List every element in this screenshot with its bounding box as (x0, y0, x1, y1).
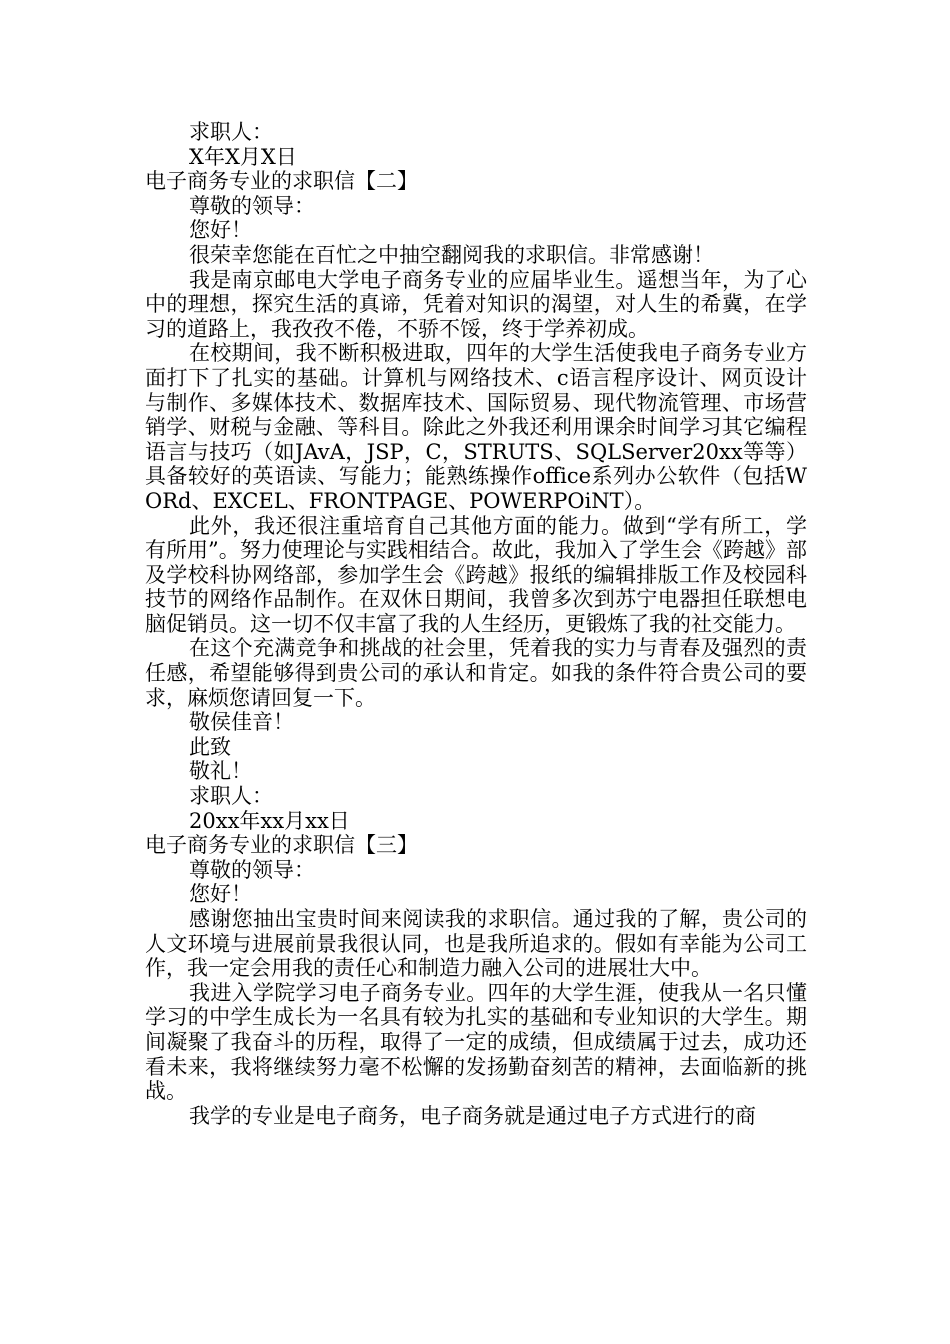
letter3-title: 电子商务专业的求职信【三】 (145, 833, 418, 858)
letter2-paragraph-3: 在校期间，我不断积极进取，四年的大学生活使我电子商务专业方面打下了扎实的基础。计算机与网络技术、c语言程序设计、网页设计与制作、多媒体技术、数据库技术、国际贸易、现代物流管理、市场营销学、财税与金融、等科目。除此之外我还利用课余时间学习其它编程语言与技巧（如JAvA，JSP，C，STRUTS、SQLServer20xx等等）具备较好的英语读、写能力；能熟练操作office系列办公软件（包括WORd、EXCEL、FRONTPAGE、POWERPOiNT）。 (145, 341, 807, 513)
letter2-paragraph-1: 很荣幸您能在百忙之中抽空翻阅我的求职信。非常感谢！ (189, 242, 714, 267)
letter2-paragraph-4: 此外，我还很注重培育自己其他方面的能力。做到“学有所工，学有所用”。努力使理论与实践相结合。故此，我加入了学生会《跨越》部及学校科协网络部，参加学生会《跨越》报纸的编辑排版工作及校园科技节的网络作品制作。在双休日期间，我曾多次到苏宁电器担任联想电脑促销员。这一切不仅丰富了我的人生经历，更锻炼了我的社交能力。 (145, 513, 807, 636)
letter2-closing-1: 敬侯佳音！ (189, 710, 294, 735)
letter2-paragraph-2: 我是南京邮电大学电子商务专业的应届毕业生。遥想当年，为了心中的理想，探究生活的真谛，凭着对知识的渴望，对人生的希冀，在学习的道路上，我孜孜不倦，不骄不馁，终于学养初成。 (145, 267, 807, 341)
letter2-paragraph-5: 在这个充满竞争和挑战的社会里，凭着我的实力与青春及强烈的责任感，希望能够得到贵公司的承认和肯定。如我的条件符合贵公司的要求，麻烦您请回复一下。 (145, 636, 807, 710)
letter2-salutation: 尊敬的领导： (189, 193, 315, 218)
letter3-paragraph-2: 我进入学院学习电子商务专业。四年的大学生涯，使我从一名只懂学习的中学生成长为一名具有较为扎实的基础和专业知识的大学生。期间凝聚了我奋斗的历程，取得了一定的成绩，但成绩属于过去，成功还看未来，我将继续努力毫不松懈的发扬勤奋刻苦的精神，去面临新的挑战。 (145, 980, 807, 1104)
letter3-greeting: 您好！ (189, 882, 252, 907)
letter2-greeting: 您好！ (189, 218, 252, 243)
letter2-applicant: 求职人： (189, 784, 273, 809)
letter3-paragraph-1: 感谢您抽出宝贵时间来阅读我的求职信。通过我的了解，贵公司的人文环境与进展前景我很认同，也是我所追求的。假如有幸能为公司工作，我一定会用我的责任心和制造力融入公司的进展壮大中。 (145, 907, 807, 981)
letter2-closing-3: 敬礼！ (189, 759, 252, 784)
document-page (145, 120, 807, 1128)
letter3-paragraph-3: 我学的专业是电子商务，电子商务就是通过电子方式进行的商 (189, 1103, 756, 1128)
letter2-title: 电子商务专业的求职信【二】 (145, 169, 418, 194)
letter2-date: 20xx年xx月xx日 (189, 808, 350, 833)
intro-applicant: 求职人： (189, 120, 273, 144)
letter3-salutation: 尊敬的领导： (189, 857, 315, 882)
letter2-closing-2: 此致 (189, 734, 231, 759)
intro-date: X年X月X日 (189, 144, 297, 169)
